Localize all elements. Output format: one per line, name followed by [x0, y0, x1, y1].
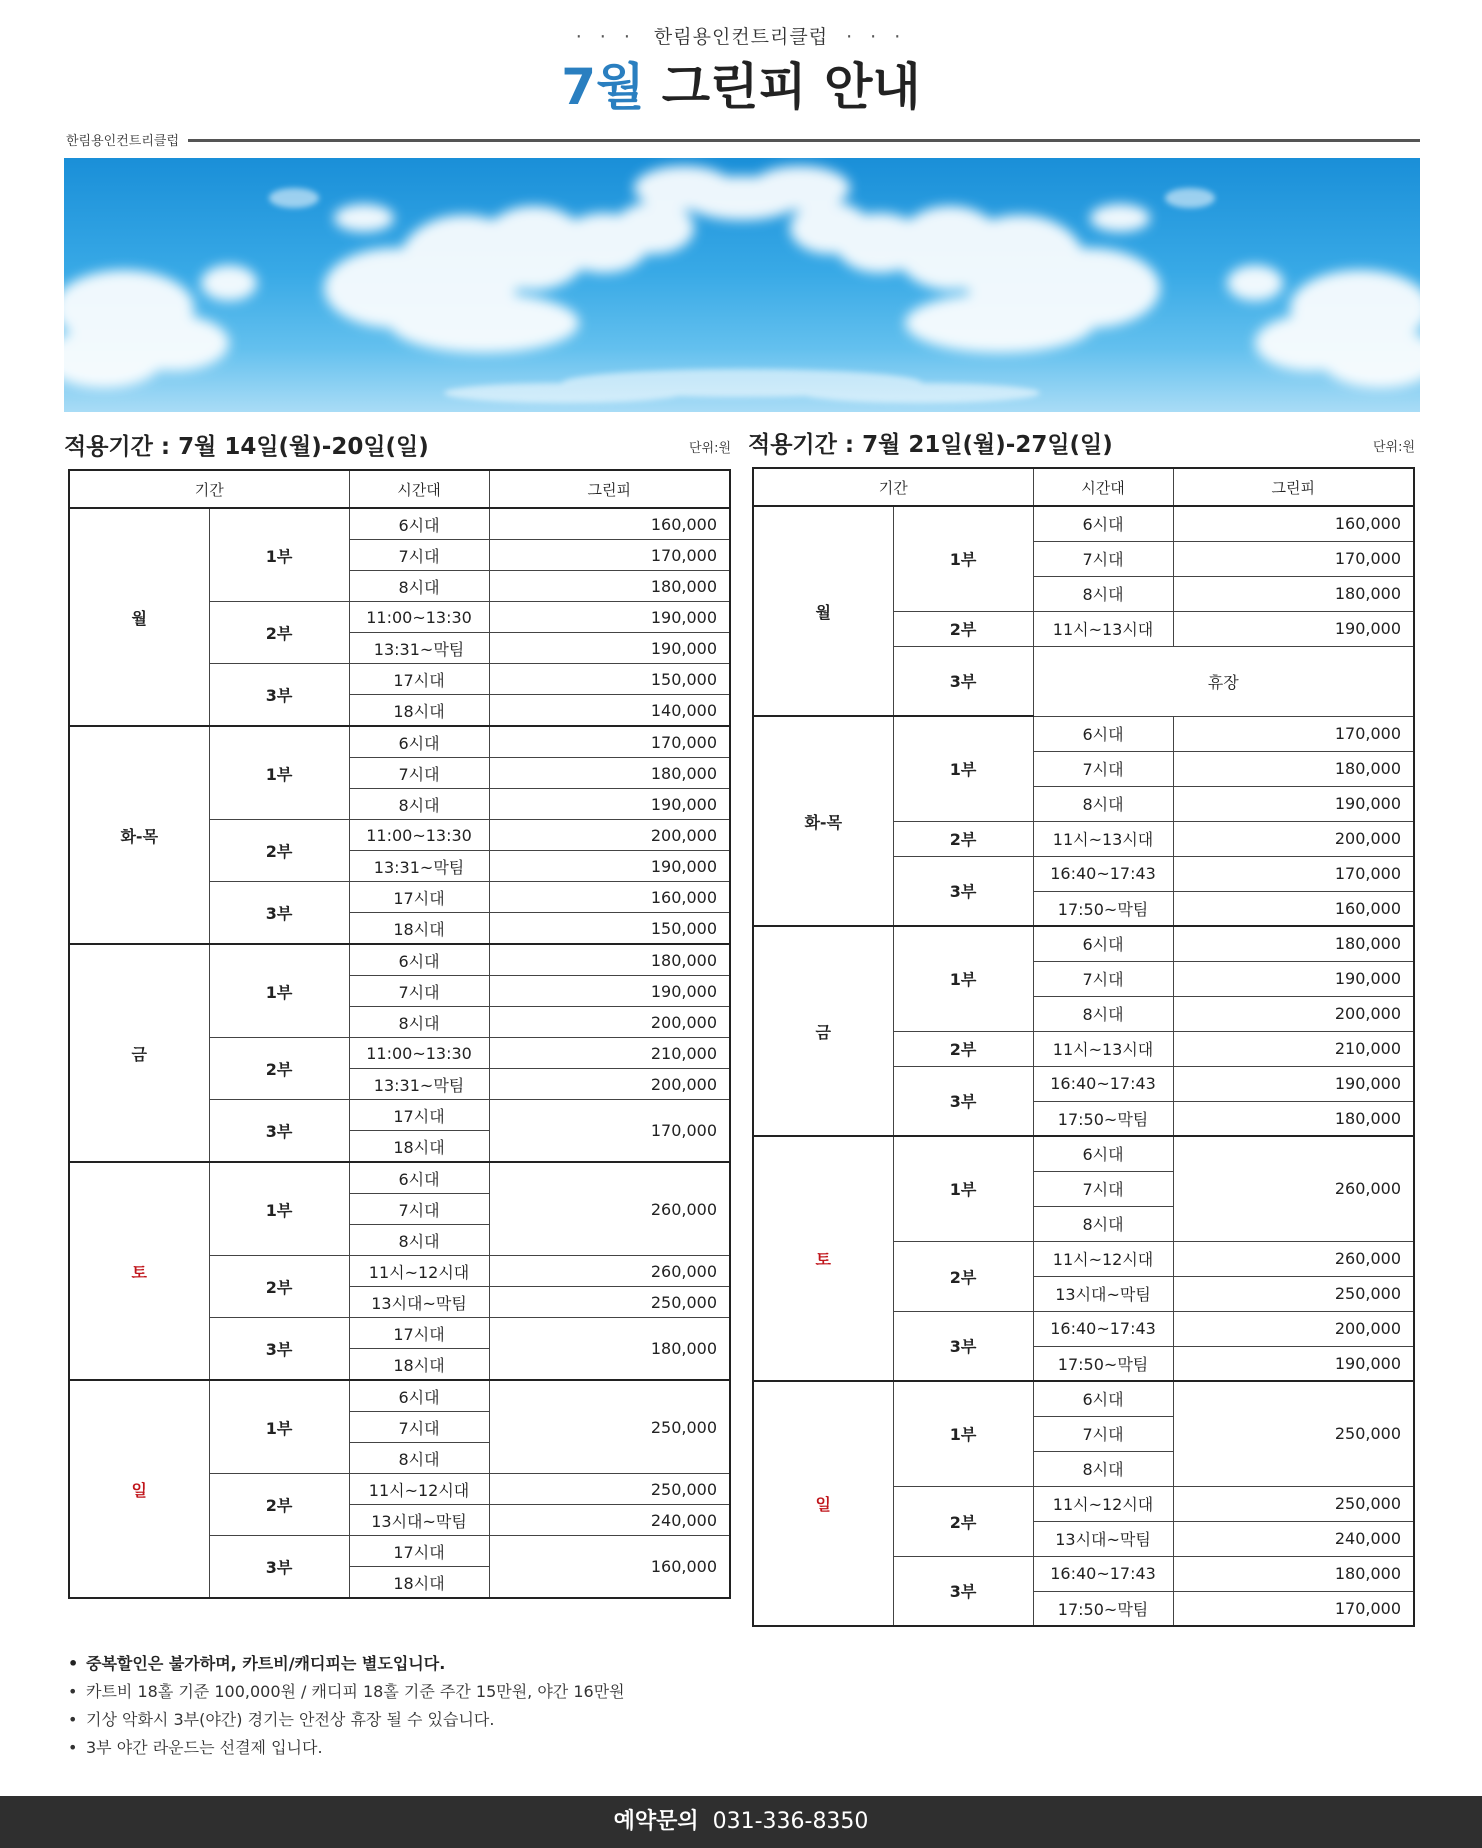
fee-cell: 160,000 [1173, 506, 1414, 541]
time-cell: 17:50~막팀 [1033, 1346, 1173, 1381]
table-row [69, 1380, 730, 1412]
table-row [753, 1136, 1414, 1171]
time-cell: 18시대 [349, 1567, 489, 1599]
note-item: • 기상 악화시 3부(야간) 경기는 안전상 휴장 될 수 있습니다. [68, 1706, 625, 1734]
fee-cell: 260,000 [489, 1256, 730, 1287]
fee-cell: 150,000 [489, 664, 730, 695]
table-row [753, 926, 1414, 961]
header-time: 시간대 [1033, 468, 1173, 506]
time-cell: 7시대 [349, 758, 489, 789]
part-cell: 3부 [209, 664, 349, 727]
fee-cell: 160,000 [1173, 891, 1414, 926]
fee-cell: 170,000 [1173, 716, 1414, 751]
page-title [0, 52, 1482, 122]
part-cell: 2부 [893, 611, 1033, 646]
time-cell: 7시대 [1033, 961, 1173, 996]
fee-cell: 180,000 [1173, 1101, 1414, 1136]
fee-cell: 190,000 [1173, 961, 1414, 996]
dots-left: · · · [575, 26, 636, 48]
fee-cell: 160,000 [489, 882, 730, 913]
time-cell: 6시대 [349, 726, 489, 758]
divider-rule [188, 139, 1420, 142]
cloud-illustration [64, 158, 1420, 412]
fee-cell: 180,000 [489, 1318, 730, 1381]
time-cell: 11:00~13:30 [349, 1038, 489, 1069]
greenfee-table-left [68, 469, 731, 1599]
notes-list [68, 1650, 625, 1762]
fee-cell: 160,000 [489, 1536, 730, 1599]
time-cell: 7시대 [349, 1412, 489, 1443]
time-cell: 11시~12시대 [349, 1474, 489, 1505]
part-cell: 3부 [209, 1100, 349, 1163]
fee-cell: 210,000 [489, 1038, 730, 1069]
header-time: 시간대 [349, 470, 489, 508]
day-cell: 월 [753, 506, 893, 716]
time-cell: 7시대 [349, 976, 489, 1007]
time-cell: 8시대 [349, 789, 489, 820]
time-cell: 13:31~막팀 [349, 633, 489, 664]
time-cell: 11:00~13:30 [349, 820, 489, 851]
fee-cell: 210,000 [1173, 1031, 1414, 1066]
header-fee: 그린피 [489, 470, 730, 508]
time-cell: 6시대 [349, 1162, 489, 1194]
fee-cell: 180,000 [1173, 751, 1414, 786]
time-cell: 8시대 [349, 571, 489, 602]
part-cell: 1부 [893, 926, 1033, 1031]
table-row [69, 508, 730, 540]
time-cell: 7시대 [349, 1194, 489, 1225]
fee-cell: 250,000 [1173, 1381, 1414, 1486]
time-cell: 17시대 [349, 1536, 489, 1567]
part-cell: 1부 [893, 1136, 1033, 1241]
note-item: • 3부 야간 라운드는 선결제 입니다. [68, 1734, 625, 1762]
fee-cell: 190,000 [489, 633, 730, 664]
time-cell: 13시대~막팀 [349, 1505, 489, 1536]
time-cell: 13시대~막팀 [1033, 1521, 1173, 1556]
fee-cell: 170,000 [1173, 541, 1414, 576]
fee-cell: 250,000 [1173, 1486, 1414, 1521]
fee-cell: 190,000 [489, 976, 730, 1007]
table-row [753, 1381, 1414, 1416]
fee-cell: 150,000 [489, 913, 730, 945]
part-cell: 2부 [893, 1241, 1033, 1311]
part-cell: 2부 [893, 1486, 1033, 1556]
club-small-name: 한림용인컨트리클럽 [66, 134, 180, 149]
fee-cell: 170,000 [1173, 1591, 1414, 1626]
fee-cell: 200,000 [489, 820, 730, 851]
table-row [69, 726, 730, 758]
fee-cell: 250,000 [489, 1380, 730, 1474]
day-cell: 일 [69, 1380, 209, 1598]
time-cell: 8시대 [349, 1225, 489, 1256]
time-cell: 8시대 [1033, 786, 1173, 821]
reservation-phone[interactable]: 031-336-8350 [712, 1809, 869, 1834]
title-text: 그린피 안내 [661, 58, 921, 116]
fee-cell: 200,000 [489, 1069, 730, 1100]
time-cell: 11시~12시대 [1033, 1241, 1173, 1276]
time-cell: 17시대 [349, 1318, 489, 1349]
reservation-label: 예약문의 [613, 1809, 699, 1834]
fee-cell: 170,000 [489, 1100, 730, 1163]
part-cell: 1부 [893, 1381, 1033, 1486]
part-cell: 2부 [893, 821, 1033, 856]
time-cell: 7시대 [1033, 751, 1173, 786]
time-cell: 6시대 [1033, 1381, 1173, 1416]
note-item: • 카트비 18홀 기준 100,000원 / 캐디피 18홀 기준 주간 15만원, 야간 16만원 [68, 1678, 625, 1706]
fee-cell: 200,000 [1173, 821, 1414, 856]
fee-cell: 180,000 [1173, 926, 1414, 961]
closed-cell: 휴장 [1033, 646, 1414, 716]
reservation-footer [0, 1796, 1482, 1848]
fee-cell: 190,000 [1173, 1346, 1414, 1381]
time-cell: 6시대 [1033, 716, 1173, 751]
time-cell: 16:40~17:43 [1033, 1066, 1173, 1101]
fee-cell: 170,000 [489, 726, 730, 758]
time-cell: 8시대 [349, 1007, 489, 1038]
fee-cell: 190,000 [1173, 786, 1414, 821]
part-cell: 1부 [209, 944, 349, 1038]
table-row [69, 1162, 730, 1194]
day-cell: 화-목 [69, 726, 209, 944]
time-cell: 17시대 [349, 882, 489, 913]
part-cell: 3부 [893, 1066, 1033, 1136]
time-cell: 18시대 [349, 913, 489, 945]
fee-cell: 250,000 [1173, 1276, 1414, 1311]
fee-cell: 180,000 [489, 944, 730, 976]
fee-cell: 250,000 [489, 1474, 730, 1505]
time-cell: 7시대 [1033, 1416, 1173, 1451]
part-cell: 1부 [209, 726, 349, 820]
time-cell: 11시~13시대 [1033, 611, 1173, 646]
time-cell: 11시~13시대 [1033, 1031, 1173, 1066]
fee-cell: 180,000 [489, 571, 730, 602]
time-cell: 16:40~17:43 [1033, 856, 1173, 891]
part-cell: 3부 [893, 856, 1033, 926]
time-cell: 6시대 [349, 1380, 489, 1412]
day-cell: 화-목 [753, 716, 893, 926]
fee-cell: 190,000 [489, 789, 730, 820]
part-cell: 2부 [209, 602, 349, 664]
time-cell: 8시대 [1033, 576, 1173, 611]
table-row [753, 716, 1414, 751]
time-cell: 17:50~막팀 [1033, 1101, 1173, 1136]
club-divider [66, 130, 1420, 150]
day-cell: 일 [753, 1381, 893, 1626]
period-left: 적용기간 : 7월 14일(월)-20일(일) [64, 434, 429, 460]
day-cell: 토 [69, 1162, 209, 1380]
table-row [69, 944, 730, 976]
fee-cell: 170,000 [489, 540, 730, 571]
period-right: 적용기간 : 7월 21일(월)-27일(일) [748, 432, 1113, 458]
part-cell: 1부 [209, 1162, 349, 1256]
fee-cell: 180,000 [1173, 1556, 1414, 1591]
time-cell: 6시대 [1033, 1136, 1173, 1171]
part-cell: 3부 [209, 882, 349, 945]
fee-cell: 180,000 [489, 758, 730, 789]
time-cell: 6시대 [349, 508, 489, 540]
time-cell: 17시대 [349, 1100, 489, 1131]
time-cell: 13:31~막팀 [349, 851, 489, 882]
greenfee-table-right [752, 467, 1415, 1627]
time-cell: 13시대~막팀 [1033, 1276, 1173, 1311]
table-row [753, 506, 1414, 541]
fee-cell: 190,000 [1173, 611, 1414, 646]
time-cell: 7시대 [1033, 541, 1173, 576]
time-cell: 18시대 [349, 1131, 489, 1163]
header-row [69, 470, 730, 508]
part-cell: 1부 [209, 508, 349, 602]
sky-banner-image [64, 158, 1420, 412]
unit-right: 단위:원 [1373, 440, 1416, 455]
fee-cell: 180,000 [1173, 576, 1414, 611]
club-heading [0, 22, 1482, 49]
time-cell: 7시대 [1033, 1171, 1173, 1206]
fee-cell: 260,000 [1173, 1241, 1414, 1276]
day-cell: 월 [69, 508, 209, 726]
time-cell: 17시대 [349, 664, 489, 695]
unit-left: 단위:원 [689, 441, 732, 456]
part-cell: 3부 [893, 646, 1033, 716]
time-cell: 18시대 [349, 695, 489, 727]
time-cell: 8시대 [1033, 1451, 1173, 1486]
fee-cell: 190,000 [489, 851, 730, 882]
time-cell: 6시대 [1033, 926, 1173, 961]
fee-cell: 140,000 [489, 695, 730, 727]
time-cell: 17:50~막팀 [1033, 891, 1173, 926]
part-cell: 2부 [209, 1038, 349, 1100]
part-cell: 2부 [209, 1474, 349, 1536]
part-cell: 2부 [209, 1256, 349, 1318]
time-cell: 16:40~17:43 [1033, 1556, 1173, 1591]
time-cell: 17:50~막팀 [1033, 1591, 1173, 1626]
club-name: 한림용인컨트리클럽 [653, 26, 829, 48]
header-fee: 그린피 [1173, 468, 1414, 506]
part-cell: 3부 [209, 1536, 349, 1599]
fee-cell: 250,000 [489, 1287, 730, 1318]
day-cell: 토 [753, 1136, 893, 1381]
fee-cell: 160,000 [489, 508, 730, 540]
time-cell: 11시~12시대 [349, 1256, 489, 1287]
time-cell: 6시대 [1033, 506, 1173, 541]
title-month: 7월 [561, 58, 645, 116]
part-cell: 1부 [893, 506, 1033, 611]
fee-cell: 200,000 [1173, 1311, 1414, 1346]
time-cell: 6시대 [349, 944, 489, 976]
day-cell: 금 [753, 926, 893, 1136]
fee-cell: 260,000 [1173, 1136, 1414, 1241]
fee-cell: 200,000 [1173, 996, 1414, 1031]
part-cell: 1부 [209, 1380, 349, 1474]
header-period: 기간 [69, 470, 349, 508]
time-cell: 8시대 [1033, 996, 1173, 1031]
fee-cell: 190,000 [489, 602, 730, 633]
fee-cell: 170,000 [1173, 856, 1414, 891]
time-cell: 11:00~13:30 [349, 602, 489, 633]
part-cell: 3부 [893, 1556, 1033, 1626]
time-cell: 13:31~막팀 [349, 1069, 489, 1100]
part-cell: 3부 [209, 1318, 349, 1381]
dots-right: · · · [846, 26, 907, 48]
fee-cell: 190,000 [1173, 1066, 1414, 1101]
time-cell: 16:40~17:43 [1033, 1311, 1173, 1346]
header-period: 기간 [753, 468, 1033, 506]
part-cell: 2부 [209, 820, 349, 882]
time-cell: 8시대 [349, 1443, 489, 1474]
fee-cell: 260,000 [489, 1162, 730, 1256]
day-cell: 금 [69, 944, 209, 1162]
header-row [753, 468, 1414, 506]
time-cell: 13시대~막팀 [349, 1287, 489, 1318]
time-cell: 8시대 [1033, 1206, 1173, 1241]
time-cell: 18시대 [349, 1349, 489, 1381]
time-cell: 7시대 [349, 540, 489, 571]
part-cell: 1부 [893, 716, 1033, 821]
fee-cell: 240,000 [489, 1505, 730, 1536]
part-cell: 3부 [893, 1311, 1033, 1381]
time-cell: 11시~13시대 [1033, 821, 1173, 856]
fee-cell: 200,000 [489, 1007, 730, 1038]
time-cell: 11시~12시대 [1033, 1486, 1173, 1521]
fee-cell: 240,000 [1173, 1521, 1414, 1556]
part-cell: 2부 [893, 1031, 1033, 1066]
note-item: • 중복할인은 불가하며, 카트비/캐디피는 별도입니다. [68, 1650, 625, 1678]
